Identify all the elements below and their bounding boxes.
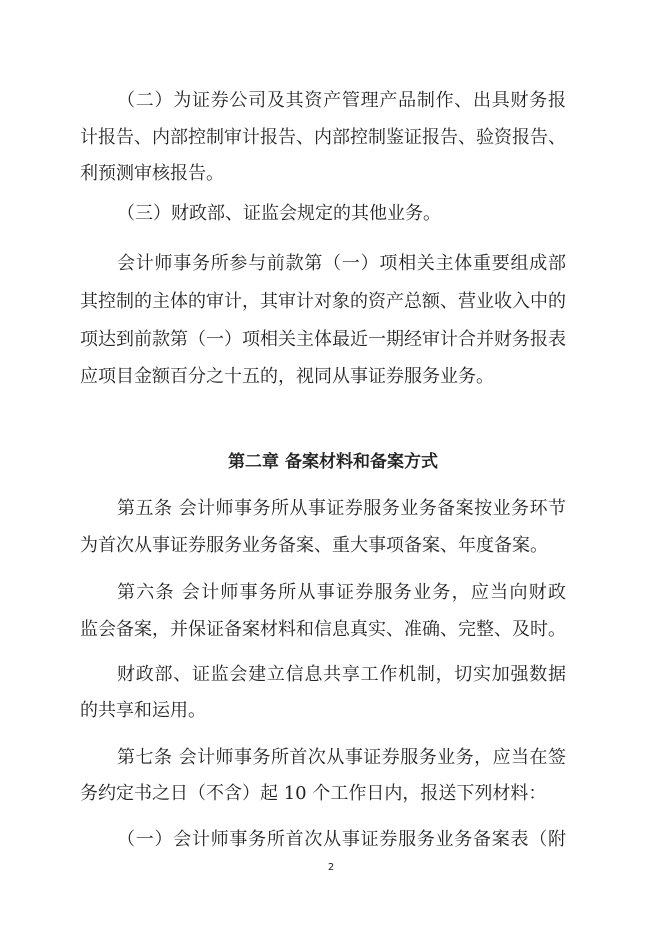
paragraph-line: 会计师事务所参与前款第（一）项相关主体重要组成部 (117, 253, 566, 274)
paragraph-line: 的共享和运用。 (80, 700, 206, 721)
paragraph-line: 第六条 会计师事务所从事证券服务业务，应当向财政 (117, 582, 566, 603)
paragraph-line: 财政部、证监会建立信息共享工作机制，切实加强数据 (117, 664, 566, 685)
paragraph-line: 监会备案，并保证备案材料和信息真实、准确、完整、及时。 (80, 619, 566, 640)
paragraph-line: （三）财政部、证监会规定的其他业务。 (117, 203, 441, 224)
paragraph-line: 项达到前款第（一）项相关主体最近一期经审计合并财务报表 (80, 329, 566, 350)
paragraph-line: （一）会计师事务所首次从事证券服务业务备案表（附 (117, 829, 566, 850)
paragraph-line: 其控制的主体的审计，其审计对象的资产总额、营业收入中的 (80, 291, 566, 312)
paragraph-line: 为首次从事证券服务业务备案、重大事项备案、年度备案。 (80, 535, 548, 556)
paragraph-line: 应项目金额百分之十五的，视同从事证券服务业务。 (80, 366, 494, 387)
paragraph-line: 第五条 会计师事务所从事证券服务业务备案按业务环节 (117, 498, 566, 519)
paragraph-line: 第七条 会计师事务所首次从事证券服务业务，应当在签 (117, 747, 566, 768)
page-number: 2 (327, 862, 335, 873)
paragraph-line: （二）为证券公司及其资产管理产品制作、出具财务报 (117, 90, 566, 111)
paragraph-line: 计报告、内部控制审计报告、内部控制鉴证报告、验资报告、 (80, 127, 566, 148)
chapter-heading: 第二章 备案材料和备案方式 (228, 452, 438, 472)
paragraph-line: 利预测审核报告。 (80, 163, 224, 184)
paragraph-line: 务约定书之日（不含）起 10 个工作日内，报送下列材料： (80, 783, 547, 804)
